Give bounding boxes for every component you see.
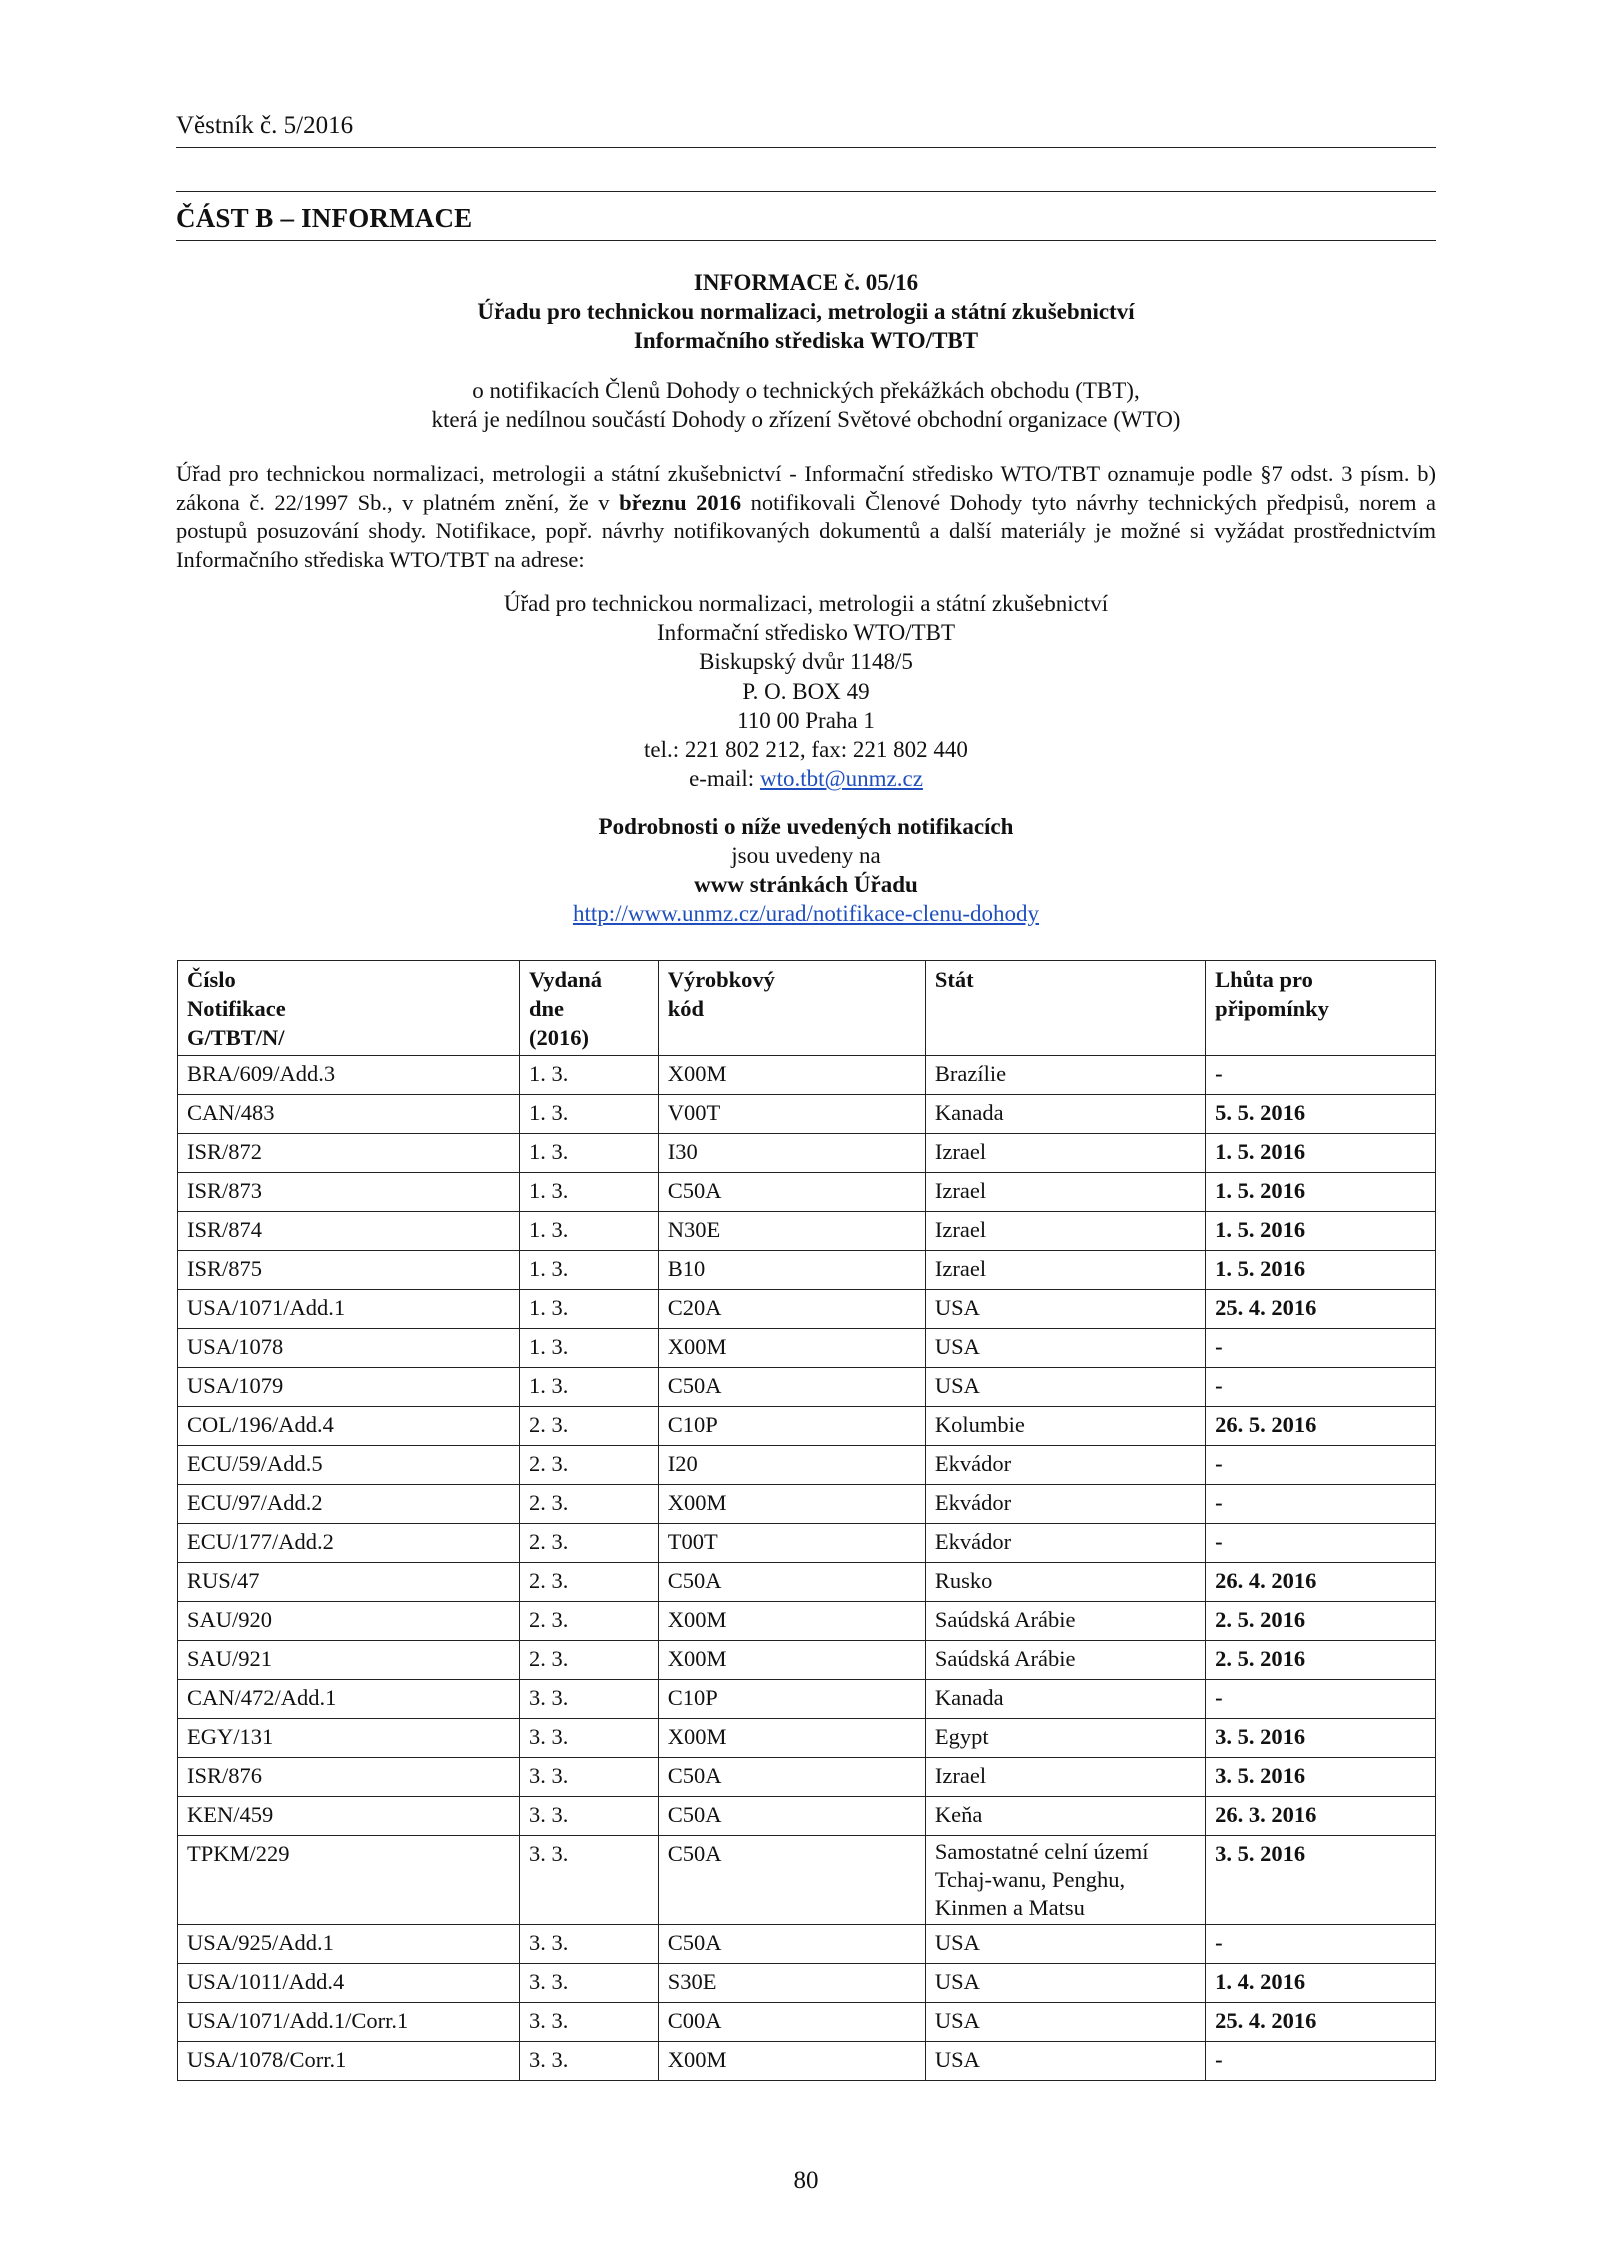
- cell-notification-number: CAN/472/Add.1: [178, 1680, 520, 1719]
- table-row: [178, 1797, 1436, 1836]
- cell-country: USA: [925, 2042, 1205, 2081]
- table-row: [178, 1173, 1436, 1212]
- cell-product-code: B10: [658, 1251, 925, 1290]
- cell-country: USA: [925, 1964, 1205, 2003]
- cell-product-code: C00A: [658, 2003, 925, 2042]
- cell-issued-date: 2. 3.: [520, 1485, 659, 1524]
- cell-product-code: I30: [658, 1134, 925, 1173]
- cell-comment-deadline: 1. 5. 2016: [1206, 1173, 1436, 1212]
- cell-country: Keňa: [925, 1797, 1205, 1836]
- cell-notification-number: USA/925/Add.1: [178, 1925, 520, 1964]
- cell-issued-date: 1. 3.: [520, 1173, 659, 1212]
- cell-issued-date: 2. 3.: [520, 1602, 659, 1641]
- cell-comment-deadline: 25. 4. 2016: [1206, 2003, 1436, 2042]
- cell-comment-deadline: 3. 5. 2016: [1206, 1758, 1436, 1797]
- cell-product-code: X00M: [658, 1329, 925, 1368]
- header-country: Stát: [925, 961, 1205, 1056]
- cell-country: Ekvádor: [925, 1524, 1205, 1563]
- cell-notification-number: SAU/921: [178, 1641, 520, 1680]
- cell-issued-date: 3. 3.: [520, 1964, 659, 2003]
- cell-comment-deadline: -: [1206, 1680, 1436, 1719]
- journal-header: Věstník č. 5/2016: [176, 112, 354, 139]
- table-row: [178, 1056, 1436, 1095]
- info-office: Úřadu pro technickou normalizaci, metrologii a státní zkušebnictví: [477, 299, 1135, 324]
- cell-product-code: X00M: [658, 2042, 925, 2081]
- cell-issued-date: 2. 3.: [520, 1563, 659, 1602]
- cell-comment-deadline: -: [1206, 1446, 1436, 1485]
- cell-comment-deadline: 3. 5. 2016: [1206, 1836, 1436, 1925]
- table-body: [178, 1056, 1436, 2081]
- table-row: [178, 2003, 1436, 2042]
- header-notification-number: Číslo Notifikace G/TBT/N/: [178, 961, 520, 1056]
- cell-notification-number: USA/1011/Add.4: [178, 1964, 520, 2003]
- table-row: [178, 2042, 1436, 2081]
- cell-product-code: V00T: [658, 1095, 925, 1134]
- cell-comment-deadline: 25. 4. 2016: [1206, 1290, 1436, 1329]
- cell-comment-deadline: -: [1206, 1524, 1436, 1563]
- cell-issued-date: 3. 3.: [520, 2042, 659, 2081]
- cell-issued-date: 3. 3.: [520, 1925, 659, 1964]
- address-block: [176, 589, 1436, 793]
- cell-issued-date: 1. 3.: [520, 1251, 659, 1290]
- cell-product-code: X00M: [658, 1602, 925, 1641]
- cell-country: Kolumbie: [925, 1407, 1205, 1446]
- email-link[interactable]: wto.tbt@unmz.cz: [759, 766, 923, 792]
- cell-product-code: C50A: [658, 1173, 925, 1212]
- cell-product-code: C50A: [658, 1836, 925, 1925]
- cell-issued-date: 1. 3.: [520, 1212, 659, 1251]
- cell-product-code: X00M: [658, 1719, 925, 1758]
- cell-country: USA: [925, 1329, 1205, 1368]
- table-row: [178, 1368, 1436, 1407]
- header-rule: [176, 147, 1436, 148]
- table-row: [178, 1251, 1436, 1290]
- cell-country: USA: [925, 2003, 1205, 2042]
- details-block: [176, 812, 1436, 928]
- table-row: [178, 1836, 1436, 1925]
- intro-bold-month: březnu 2016: [619, 489, 742, 515]
- cell-country: Izrael: [925, 1173, 1205, 1212]
- cell-notification-number: CAN/483: [178, 1095, 520, 1134]
- table-row: [178, 1758, 1436, 1797]
- cell-comment-deadline: -: [1206, 1329, 1436, 1368]
- cell-product-code: T00T: [658, 1524, 925, 1563]
- table-row: [178, 1641, 1436, 1680]
- cell-notification-number: ECU/177/Add.2: [178, 1524, 520, 1563]
- cell-notification-number: ISR/876: [178, 1758, 520, 1797]
- cell-country: Ekvádor: [925, 1485, 1205, 1524]
- cell-issued-date: 1. 3.: [520, 1095, 659, 1134]
- info-number: INFORMACE č. 05/16: [693, 270, 919, 295]
- cell-issued-date: 1. 3.: [520, 1290, 659, 1329]
- section-rule-top: [176, 191, 1436, 192]
- cell-notification-number: BRA/609/Add.3: [178, 1056, 520, 1095]
- address-line: Úřad pro technickou normalizaci, metrologii a státní zkušebnictví: [503, 591, 1109, 616]
- table-row: [178, 1407, 1436, 1446]
- cell-comment-deadline: 1. 5. 2016: [1206, 1134, 1436, 1173]
- address-line: Biskupský dvůr 1148/5: [699, 649, 913, 675]
- table-row: [178, 1602, 1436, 1641]
- cell-issued-date: 1. 3.: [520, 1134, 659, 1173]
- cell-country: Egypt: [925, 1719, 1205, 1758]
- details-heading: Podrobnosti o níže uvedených notifikacích: [598, 814, 1014, 839]
- cell-notification-number: ISR/874: [178, 1212, 520, 1251]
- address-line: tel.: 221 802 212, fax: 221 802 440: [644, 737, 968, 763]
- cell-notification-number: USA/1078/Corr.1: [178, 2042, 520, 2081]
- address-line: P. O. BOX 49: [742, 678, 870, 704]
- cell-country: Brazílie: [925, 1056, 1205, 1095]
- cell-notification-number: USA/1079: [178, 1368, 520, 1407]
- header-product-code: Výrobkový kód: [658, 961, 925, 1056]
- header-comment-deadline: Lhůta pro připomínky: [1206, 961, 1436, 1056]
- cell-country: Izrael: [925, 1212, 1205, 1251]
- cell-comment-deadline: -: [1206, 1056, 1436, 1095]
- cell-country: Kanada: [925, 1680, 1205, 1719]
- cell-product-code: C50A: [658, 1758, 925, 1797]
- cell-issued-date: 3. 3.: [520, 1680, 659, 1719]
- table-row: [178, 1524, 1436, 1563]
- cell-notification-number: USA/1071/Add.1: [178, 1290, 520, 1329]
- cell-notification-number: EGY/131: [178, 1719, 520, 1758]
- cell-product-code: C50A: [658, 1925, 925, 1964]
- cell-comment-deadline: 2. 5. 2016: [1206, 1602, 1436, 1641]
- cell-comment-deadline: 26. 4. 2016: [1206, 1563, 1436, 1602]
- intro-text-2: notifikovali Členové Dohody tyto návrhy technických předpisů, norem a postupů posuzování shody. Notifikace, popř. návrhy notifikovaných dokumentů a další materiály je možné si vyžádat prostřednictvím Informačního střediska WTO/TBT na adrese:: [176, 489, 1437, 572]
- details-url-link[interactable]: http://www.unmz.cz/urad/notifikace-clenu-dohody: [572, 901, 1040, 926]
- cell-notification-number: RUS/47: [178, 1563, 520, 1602]
- cell-comment-deadline: 3. 5. 2016: [1206, 1719, 1436, 1758]
- cell-country: USA: [925, 1368, 1205, 1407]
- cell-country: Izrael: [925, 1251, 1205, 1290]
- table-row: [178, 1563, 1436, 1602]
- info-about-line1: o notifikacích Členů Dohody o technických překážkách obchodu (TBT),: [472, 378, 1140, 403]
- table-row: [178, 1095, 1436, 1134]
- cell-notification-number: ECU/59/Add.5: [178, 1446, 520, 1485]
- cell-country: Izrael: [925, 1134, 1205, 1173]
- section-title: ČÁST B – INFORMACE: [176, 203, 473, 233]
- cell-product-code: C20A: [658, 1290, 925, 1329]
- cell-comment-deadline: 1. 5. 2016: [1206, 1251, 1436, 1290]
- cell-notification-number: USA/1071/Add.1/Corr.1: [178, 2003, 520, 2042]
- cell-comment-deadline: -: [1206, 1368, 1436, 1407]
- cell-issued-date: 1. 3.: [520, 1329, 659, 1368]
- cell-product-code: S30E: [658, 1964, 925, 2003]
- table-row: [178, 1329, 1436, 1368]
- cell-comment-deadline: 26. 5. 2016: [1206, 1407, 1436, 1446]
- address-line: 110 00 Praha 1: [737, 707, 875, 733]
- address-line: Informační středisko WTO/TBT: [656, 620, 956, 646]
- cell-notification-number: ECU/97/Add.2: [178, 1485, 520, 1524]
- email-label: e-mail:: [689, 766, 760, 792]
- address-email-line: [176, 764, 1436, 793]
- cell-country: Saúdská Arábie: [925, 1641, 1205, 1680]
- cell-issued-date: 3. 3.: [520, 1836, 659, 1925]
- table-row: [178, 1964, 1436, 2003]
- cell-comment-deadline: 1. 4. 2016: [1206, 1964, 1436, 2003]
- cell-country: Rusko: [925, 1563, 1205, 1602]
- cell-notification-number: SAU/920: [178, 1602, 520, 1641]
- table-row: [178, 1680, 1436, 1719]
- cell-country: Kanada: [925, 1095, 1205, 1134]
- table-row: [178, 1290, 1436, 1329]
- info-center: Informačního střediska WTO/TBT: [633, 328, 979, 353]
- cell-product-code: X00M: [658, 1641, 925, 1680]
- table-row: [178, 1134, 1436, 1173]
- intro-text-1: Úřad pro technickou normalizaci, metrologii a státní zkušebnictví - Informační středisko WTO/TBT oznamuje podle §7 odst. 3 písm. b) zákona č. 22/1997 Sb., v platném znění, že v: [176, 461, 1436, 515]
- cell-product-code: C10P: [658, 1680, 925, 1719]
- cell-product-code: I20: [658, 1446, 925, 1485]
- table-row: [178, 1485, 1436, 1524]
- cell-country: USA: [925, 1925, 1205, 1964]
- page-number: 80: [793, 2167, 819, 2194]
- header-issued-date: Vydaná dne (2016): [520, 961, 659, 1056]
- cell-issued-date: 3. 3.: [520, 1797, 659, 1836]
- details-site: www stránkách Úřadu: [694, 872, 918, 897]
- cell-comment-deadline: 26. 3. 2016: [1206, 1797, 1436, 1836]
- cell-comment-deadline: 2. 5. 2016: [1206, 1641, 1436, 1680]
- table-row: [178, 1446, 1436, 1485]
- cell-country: Izrael: [925, 1758, 1205, 1797]
- cell-notification-number: ISR/872: [178, 1134, 520, 1173]
- cell-notification-number: ISR/875: [178, 1251, 520, 1290]
- cell-comment-deadline: -: [1206, 1925, 1436, 1964]
- section-rule-bottom: [176, 240, 1436, 241]
- cell-comment-deadline: 5. 5. 2016: [1206, 1095, 1436, 1134]
- cell-product-code: C50A: [658, 1368, 925, 1407]
- table-row: [178, 1925, 1436, 1964]
- cell-issued-date: 2. 3.: [520, 1446, 659, 1485]
- cell-issued-date: 2. 3.: [520, 1641, 659, 1680]
- cell-notification-number: USA/1078: [178, 1329, 520, 1368]
- cell-product-code: C10P: [658, 1407, 925, 1446]
- cell-comment-deadline: -: [1206, 2042, 1436, 2081]
- notifications-table: [177, 960, 1436, 2081]
- intro-paragraph: [176, 460, 1436, 574]
- cell-comment-deadline: -: [1206, 1485, 1436, 1524]
- cell-country: Samostatné celní území Tchaj-wanu, Penghu, Kinmen a Matsu: [925, 1836, 1205, 1925]
- cell-issued-date: 1. 3.: [520, 1056, 659, 1095]
- cell-notification-number: ISR/873: [178, 1173, 520, 1212]
- cell-issued-date: 2. 3.: [520, 1407, 659, 1446]
- table-row: [178, 1212, 1436, 1251]
- cell-comment-deadline: 1. 5. 2016: [1206, 1212, 1436, 1251]
- cell-issued-date: 1. 3.: [520, 1368, 659, 1407]
- details-line: jsou uvedeny na: [731, 843, 881, 868]
- cell-issued-date: 3. 3.: [520, 1758, 659, 1797]
- cell-issued-date: 3. 3.: [520, 2003, 659, 2042]
- cell-notification-number: KEN/459: [178, 1797, 520, 1836]
- cell-product-code: X00M: [658, 1485, 925, 1524]
- table-header-row: [178, 961, 1436, 1056]
- cell-country: Saúdská Arábie: [925, 1602, 1205, 1641]
- cell-notification-number: TPKM/229: [178, 1836, 520, 1925]
- cell-product-code: C50A: [658, 1563, 925, 1602]
- cell-product-code: N30E: [658, 1212, 925, 1251]
- cell-country: Ekvádor: [925, 1446, 1205, 1485]
- cell-country: USA: [925, 1290, 1205, 1329]
- cell-product-code: C50A: [658, 1797, 925, 1836]
- cell-issued-date: 3. 3.: [520, 1719, 659, 1758]
- info-about-line2: která je nedílnou součástí Dohody o zřízení Světové obchodní organizace (WTO): [431, 407, 1181, 432]
- cell-notification-number: COL/196/Add.4: [178, 1407, 520, 1446]
- cell-issued-date: 2. 3.: [520, 1524, 659, 1563]
- cell-product-code: X00M: [658, 1056, 925, 1095]
- table-row: [178, 1719, 1436, 1758]
